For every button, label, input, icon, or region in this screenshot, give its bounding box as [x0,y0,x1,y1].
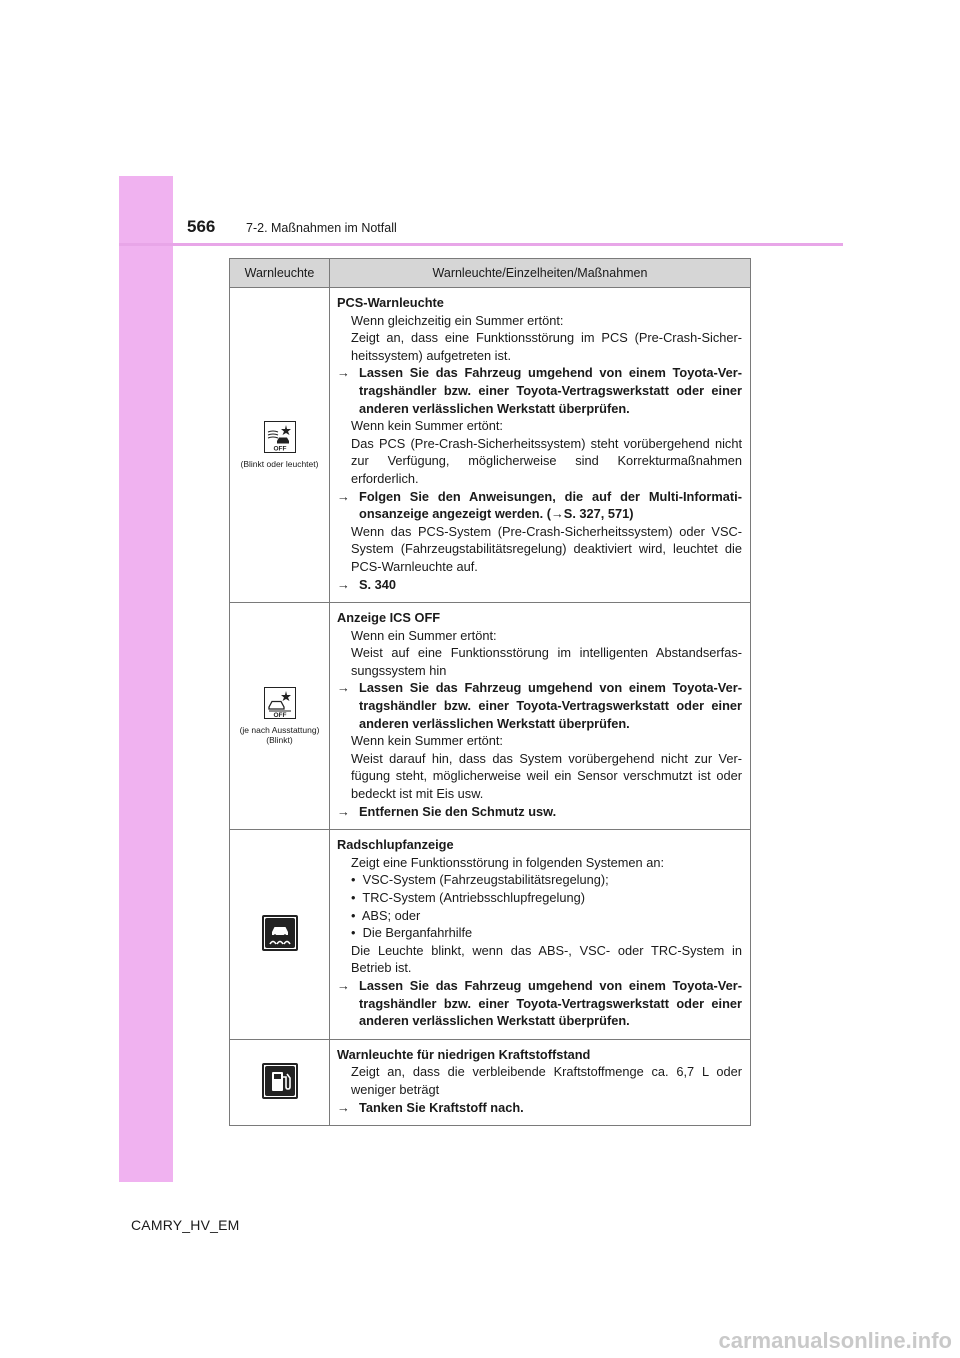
description-line: Zeigt an, dass die verbleibende Kraftstoffmenge ca. 6,7 L oder weniger beträgt [351,1064,742,1097]
action-text: Lassen Sie das Fahrzeug umgehend von einem Toyota-Vertragshändler bzw. einer Toyota-Vertragswerkstatt oder einer anderen verlässlichen Werkstatt überprüfen. [359,365,742,416]
icon-cell [230,830,330,1040]
slip-indicator-icon-graphic [264,917,296,949]
condition-line: Wenn kein Summer ertönt: [351,418,503,434]
arrow-icon: → [337,977,350,993]
table-header-row [230,259,751,288]
icon-cell [230,1039,330,1125]
icon-caption-line: (Blinkt) [266,735,293,746]
table-row [230,830,751,1040]
list-item-text: TRC-System (Antriebsschlupfregelung) [362,890,585,905]
page-number: 566 [187,217,216,236]
action-line [337,679,742,732]
condition-line: Wenn gleichzeitig ein Summer ertönt: [351,312,564,328]
pcs-off-warning-icon [264,421,296,453]
action-text: Lassen Sie das Fahrzeug umgehend von einem Toyota-Vertragshändler bzw. einer Toyota-Vertragswerkstatt oder einer anderen verlässlichen Werkstatt überprüfen. [359,680,742,731]
list-item-text: ABS; oder [361,907,421,923]
arrow-icon: → [337,488,350,504]
bullet-icon: • [351,890,356,905]
icon-caption [232,725,327,745]
list-item [337,871,742,889]
list-item [337,907,742,925]
description-line: Weist auf eine Funktionsstörung im intelligenten Abstandserfassungssystem hin [351,645,742,678]
fuel-pump-icon-graphic [264,1065,296,1097]
description-line: Das PCS (Pre-Crash-Sicherheitssystem) steht vorübergehend nicht zur Verfügung, möglicherweise sind Korrekturmaßnahmen erforderlich. [351,435,742,486]
action-line [337,488,742,523]
side-tab-bar [119,176,173,1182]
condition-line: Wenn kein Summer ertönt: [351,733,503,749]
row-title: Anzeige ICS OFF [337,610,441,626]
description-line: Weist darauf hin, dass das System vorübergehend nicht zur Verfügung steht, möglicherweise weil ein Sensor verschmutzt ist oder bedeckt ist mit Eis usw. [351,750,742,802]
description-line: Zeigt an, dass eine Funktionsstörung im PCS (Pre-Crash-Sicherheitssystem) aufgetreten ist. [351,330,742,363]
reference-text: S. 340 [359,576,396,592]
action-line [337,977,742,1030]
document-code: CAMRY_HV_EM [131,1217,240,1233]
ics-off-icon-graphic [265,688,295,718]
bullet-icon: • [351,907,356,923]
arrow-icon: → [337,1099,350,1115]
list-item-text: VSC-System (Fahrzeugstabilitätsregelung); [362,872,609,888]
warning-light-table [229,258,751,1126]
action-line [337,364,742,417]
icon-cell [230,603,330,830]
bullet-icon: • [351,925,356,941]
fuel-pump-icon [262,1063,298,1099]
ics-off-icon [264,687,296,719]
list-item-text: Die Berganfahrhilfe [362,925,473,941]
condition-line: Wenn ein Summer ertönt: [351,627,497,643]
row-title: Warnleuchte für niedrigen Kraftstoffstand [337,1046,591,1062]
action-line [337,1099,742,1117]
list-item [337,924,742,942]
row-title: PCS-Warnleuchte [337,295,444,310]
page-reference [337,576,742,594]
column-header-warnleuchte: Warnleuchte [230,259,330,288]
header-rule [119,243,843,246]
description-line: Wenn das PCS-System (Pre-Crash-Sicherheitssystem) oder VSC-System (Fahrzeugstabilitätsregelung) deaktiviert wird, leuchtet die PCS-Warnleuchte auf. [351,523,742,574]
icon-caption: (Blinkt oder leuchtet) [240,459,319,470]
details-cell [330,288,751,603]
table-row [230,288,751,603]
description-line: Die Leuchte blinkt, wenn das ABS-, VSC- oder TRC-System in Betrieb ist. [351,942,742,976]
slip-indicator-icon [262,915,298,951]
bullet-icon: • [351,872,356,888]
description-line: Zeigt eine Funktionsstörung in folgenden Systemen an: [351,854,665,870]
action-text: Tanken Sie Kraftstoff nach. [359,1099,524,1115]
details-cell [330,1039,751,1125]
arrow-icon: → [337,803,350,819]
details-cell [330,603,751,830]
action-text: Folgen Sie den Anweisungen, die auf der Multi-Informationsanzeige angezeigt werden. (→S. 327, 571) [359,488,742,522]
off-label: OFF [273,711,286,718]
list-item [337,889,742,907]
action-text: Entfernen Sie den Schmutz usw. [359,803,557,819]
pcs-off-warning-icon-graphic [265,422,295,452]
icon-cell [230,288,330,603]
icon-caption-line: (je nach Ausstattung) [239,725,320,736]
arrow-icon: → [337,680,350,696]
action-line [337,803,742,821]
table-row [230,1039,751,1125]
arrow-icon: → [337,365,350,381]
table-row [230,603,751,830]
column-header-details: Warnleuchte/Einzelheiten/Maßnahmen [330,259,751,288]
arrow-icon: → [337,576,350,592]
watermark: carmanualsonline.info [718,1328,952,1353]
off-label: OFF [273,445,286,452]
section-title: 7-2. Maßnahmen im Notfall [246,221,397,235]
action-text: Lassen Sie das Fahrzeug umgehend von einem Toyota-Vertragshändler bzw. einer Toyota-Vertragswerkstatt oder einer anderen verlässlichen Werkstatt überprüfen. [359,977,742,1029]
row-title: Radschlupfanzeige [337,837,454,853]
details-cell [330,830,751,1040]
